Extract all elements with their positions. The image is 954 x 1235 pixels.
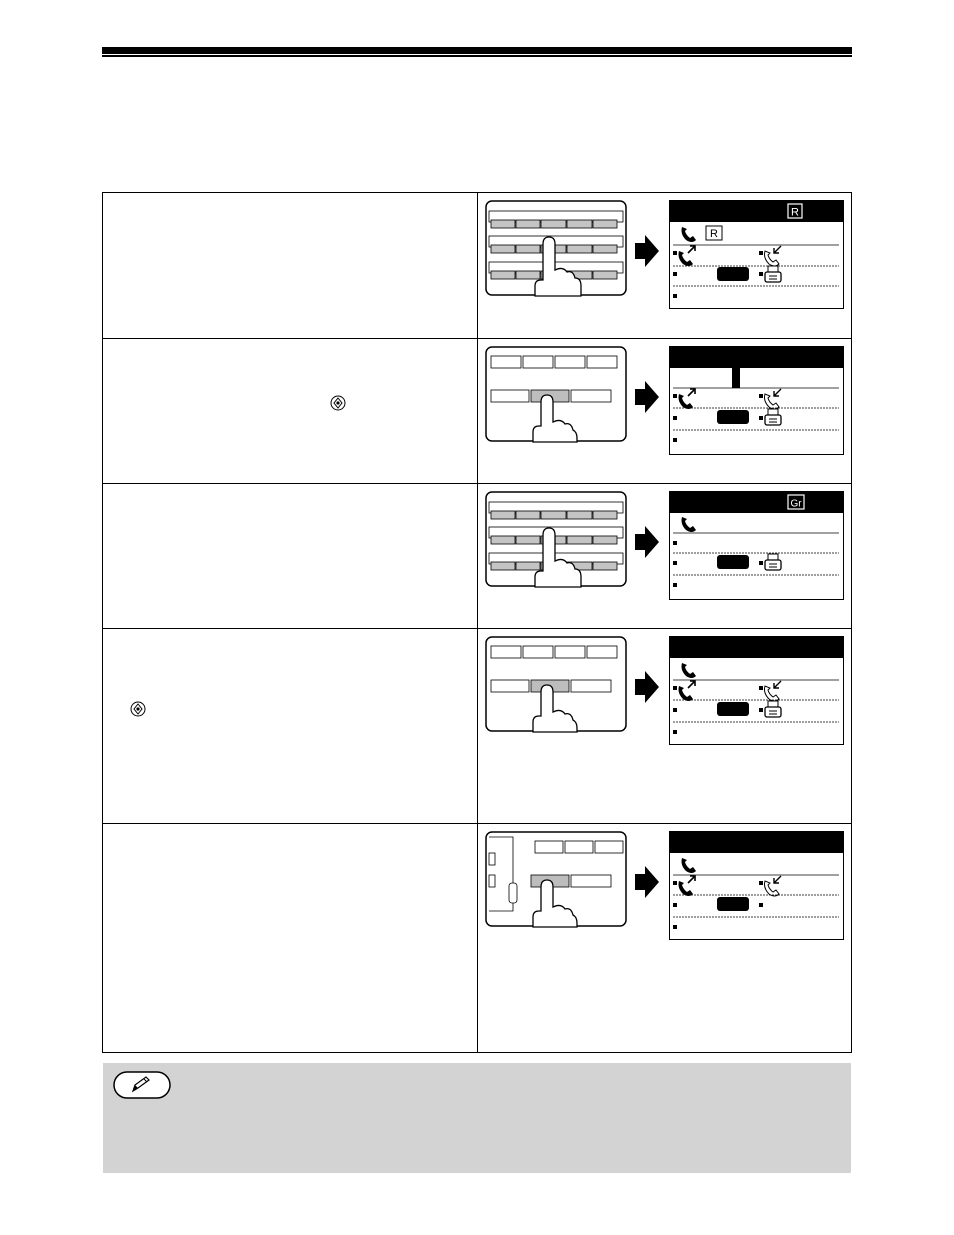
right-arrow-icon — [635, 235, 661, 269]
touch-panel-illustration — [485, 636, 630, 736]
touch-panel-illustration — [485, 491, 630, 591]
step-row-4 — [103, 628, 851, 824]
step-row-2 — [103, 338, 851, 484]
touch-panel-illustration — [485, 200, 630, 300]
touch-panel-illustration — [485, 831, 630, 931]
display-screen — [669, 831, 845, 941]
steps-table — [102, 192, 852, 1053]
header-rule-thick — [102, 47, 852, 54]
note-box — [103, 1063, 851, 1173]
right-arrow-icon — [635, 526, 661, 560]
screen-header-bar — [669, 491, 844, 513]
r-badge-label: R — [791, 206, 799, 219]
touch-panel-illustration — [485, 346, 630, 446]
right-arrow-icon — [635, 866, 661, 900]
display-screen — [669, 491, 845, 601]
step-row-1 — [103, 193, 851, 338]
right-arrow-icon — [635, 671, 661, 705]
svg-text:R: R — [710, 228, 718, 240]
gr-badge-label: Gr — [790, 498, 802, 510]
step-row-3 — [103, 483, 851, 629]
step-row-5 — [103, 823, 851, 1053]
start-key-icon — [130, 701, 146, 717]
start-key-icon — [330, 395, 346, 411]
display-screen — [669, 346, 845, 456]
screen-header-bar — [669, 831, 844, 853]
text-cursor — [732, 368, 740, 388]
screen-header-bar — [669, 200, 844, 222]
header-rule-thin — [102, 55, 852, 57]
pencil-note-icon — [113, 1071, 171, 1099]
right-arrow-icon — [635, 381, 661, 415]
display-screen — [669, 636, 845, 746]
screen-header-bar — [669, 346, 844, 368]
display-screen — [669, 200, 845, 310]
screen-header-bar — [669, 636, 844, 658]
